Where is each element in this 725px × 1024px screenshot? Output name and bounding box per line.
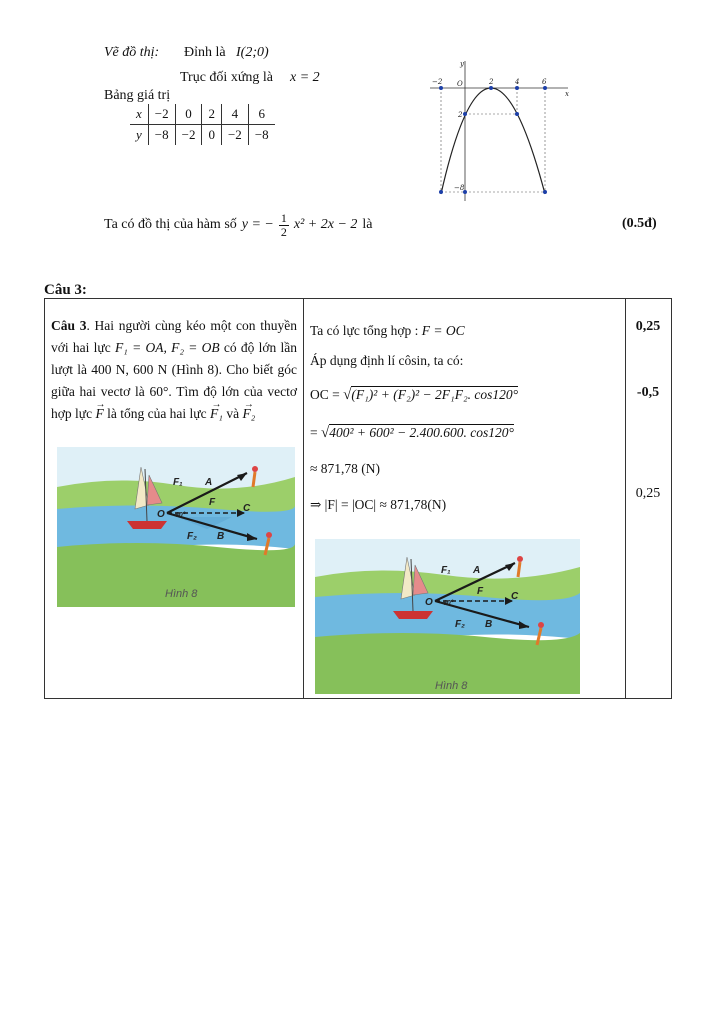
label-F2: F₂ xyxy=(187,531,197,542)
label-F2: F₂ xyxy=(455,619,465,630)
answer-line-3 xyxy=(310,387,620,425)
question-forces: F₁ = OA, F₂ = OB xyxy=(114,340,220,355)
parabola-graph xyxy=(428,56,578,206)
label-angle: 60° xyxy=(175,512,186,519)
answer-line-2: Áp dụng định lí côsin, ta có: xyxy=(310,353,464,368)
label-O: O xyxy=(425,597,433,608)
table-cell: −8 xyxy=(148,125,175,146)
graph-label: Vẽ đồ thị: xyxy=(104,45,160,60)
label-F1: F₁ xyxy=(441,565,451,576)
answer-line-5: ≈ 871,78 (N) xyxy=(310,461,381,476)
y-axis-label: y xyxy=(460,60,464,68)
question-table xyxy=(44,298,672,699)
column-divider xyxy=(303,299,304,698)
table-cell: 6 xyxy=(248,104,274,125)
score-1: 0,25 xyxy=(635,319,661,334)
question-part-1: . Hai người cùng kéo một con thuyền với hai lực xyxy=(51,318,297,355)
table-cell: −2 xyxy=(221,125,248,146)
score-2: -0,5 xyxy=(636,385,660,400)
table-cell: 0 xyxy=(202,125,222,146)
point xyxy=(489,86,493,90)
conclusion-line xyxy=(104,208,373,242)
vertex-value: I(2;0) xyxy=(236,45,269,60)
figure-illustration xyxy=(315,539,580,694)
function-y: y = − xyxy=(241,217,274,232)
question-label: Câu 3 xyxy=(51,318,87,333)
table-head-x: x xyxy=(130,104,148,125)
figure-caption: Hình 8 xyxy=(435,680,468,692)
table-cell: 2 xyxy=(202,104,222,125)
score-top: (0.5đ) xyxy=(622,216,657,231)
table-cell: −8 xyxy=(248,125,274,146)
origin-label: O xyxy=(457,80,463,88)
sqrt-icon: √ xyxy=(343,387,352,403)
score-3: 0,25 xyxy=(635,486,661,501)
point xyxy=(543,86,547,90)
label-C: C xyxy=(243,503,251,514)
question-text xyxy=(51,315,297,425)
label-F: F xyxy=(477,586,484,597)
table-row-y xyxy=(130,125,275,146)
answer-l4-expr: 400² + 600² − 2.400.600. cos120° xyxy=(329,425,514,440)
tick-y: 2 xyxy=(458,111,463,119)
point xyxy=(439,190,443,194)
figure-8-question xyxy=(57,447,295,607)
conclusion-prefix: Ta có đồ thị của hàm số xyxy=(104,217,237,232)
table-cell: 4 xyxy=(221,104,248,125)
point xyxy=(543,190,547,194)
point xyxy=(515,86,519,90)
answer-block xyxy=(310,323,620,527)
tick-y: −8 xyxy=(454,184,465,192)
question-part-3: là tổng của hai lực xyxy=(107,406,207,421)
label-B: B xyxy=(217,531,225,542)
tick-x: 4 xyxy=(515,78,520,86)
figure-illustration xyxy=(57,447,295,607)
answer-l3-expr: (F₁)² + (F₂)² − 2F₁F₂. cos120° xyxy=(351,387,519,402)
answer-line-4 xyxy=(310,425,620,461)
answer-l4-prefix: = xyxy=(310,425,318,440)
label-A: A xyxy=(473,565,481,576)
point xyxy=(515,112,519,116)
vector-F2: → F₂ xyxy=(242,403,255,425)
answer-line-6: ⇒ |F| = |OC| ≈ 871,78(N) xyxy=(310,497,447,512)
fraction-numerator: 1 xyxy=(280,210,287,225)
label-F1: F₁ xyxy=(173,477,183,488)
table-title: Bảng giá trị xyxy=(104,88,171,103)
label-F: F xyxy=(209,497,216,508)
table-cell: −2 xyxy=(148,104,175,125)
axis-value: x = 2 xyxy=(290,70,320,85)
table-head-y: y xyxy=(136,127,142,142)
tick-x: −2 xyxy=(432,78,443,86)
tick-x: 2 xyxy=(489,78,494,86)
answer-line-1 xyxy=(310,323,620,353)
point xyxy=(463,112,467,116)
answer-l1-prefix: Ta có lực tổng hợp : xyxy=(310,323,419,338)
question-part-2: có độ lớn lần lượt là 400 N, 600 N (Hình 8). Cho biết góc giữa hai vectơ là 60°. Tìm độ lớn của vectơ hợp lực xyxy=(51,340,298,421)
label-O: O xyxy=(157,509,165,520)
label-A: A xyxy=(205,477,213,488)
tick-x: 6 xyxy=(542,78,547,86)
question-and: và xyxy=(226,406,240,421)
fraction-denominator: 2 xyxy=(280,224,287,239)
table-cell: −2 xyxy=(175,125,202,146)
conclusion-suffix: là xyxy=(362,217,373,232)
label-C: C xyxy=(511,591,519,602)
vertex-text: Đỉnh là xyxy=(184,45,226,60)
vector-F: → F xyxy=(95,403,103,425)
table-row-x xyxy=(130,104,275,125)
section-title: Câu 3: xyxy=(44,282,87,298)
sqrt-icon: √ xyxy=(321,425,330,441)
axis-text: Trục đối xứng là xyxy=(180,70,274,85)
x-axis-label: x xyxy=(565,90,569,98)
parabola-curve xyxy=(441,88,545,194)
label-angle: 60° xyxy=(443,600,454,607)
table-cell: 0 xyxy=(175,104,202,125)
point xyxy=(439,86,443,90)
function-rest: x² + 2x − 2 xyxy=(293,217,358,232)
figure-caption: Hình 8 xyxy=(165,588,198,600)
vector-F1: → F₁ xyxy=(210,403,223,425)
label-B: B xyxy=(485,619,493,630)
figure-8-answer xyxy=(315,539,580,694)
value-table xyxy=(130,104,275,145)
fraction xyxy=(279,212,289,239)
answer-l1-expr: F = OC xyxy=(421,323,465,338)
answer-l3-prefix: OC = xyxy=(310,387,340,402)
